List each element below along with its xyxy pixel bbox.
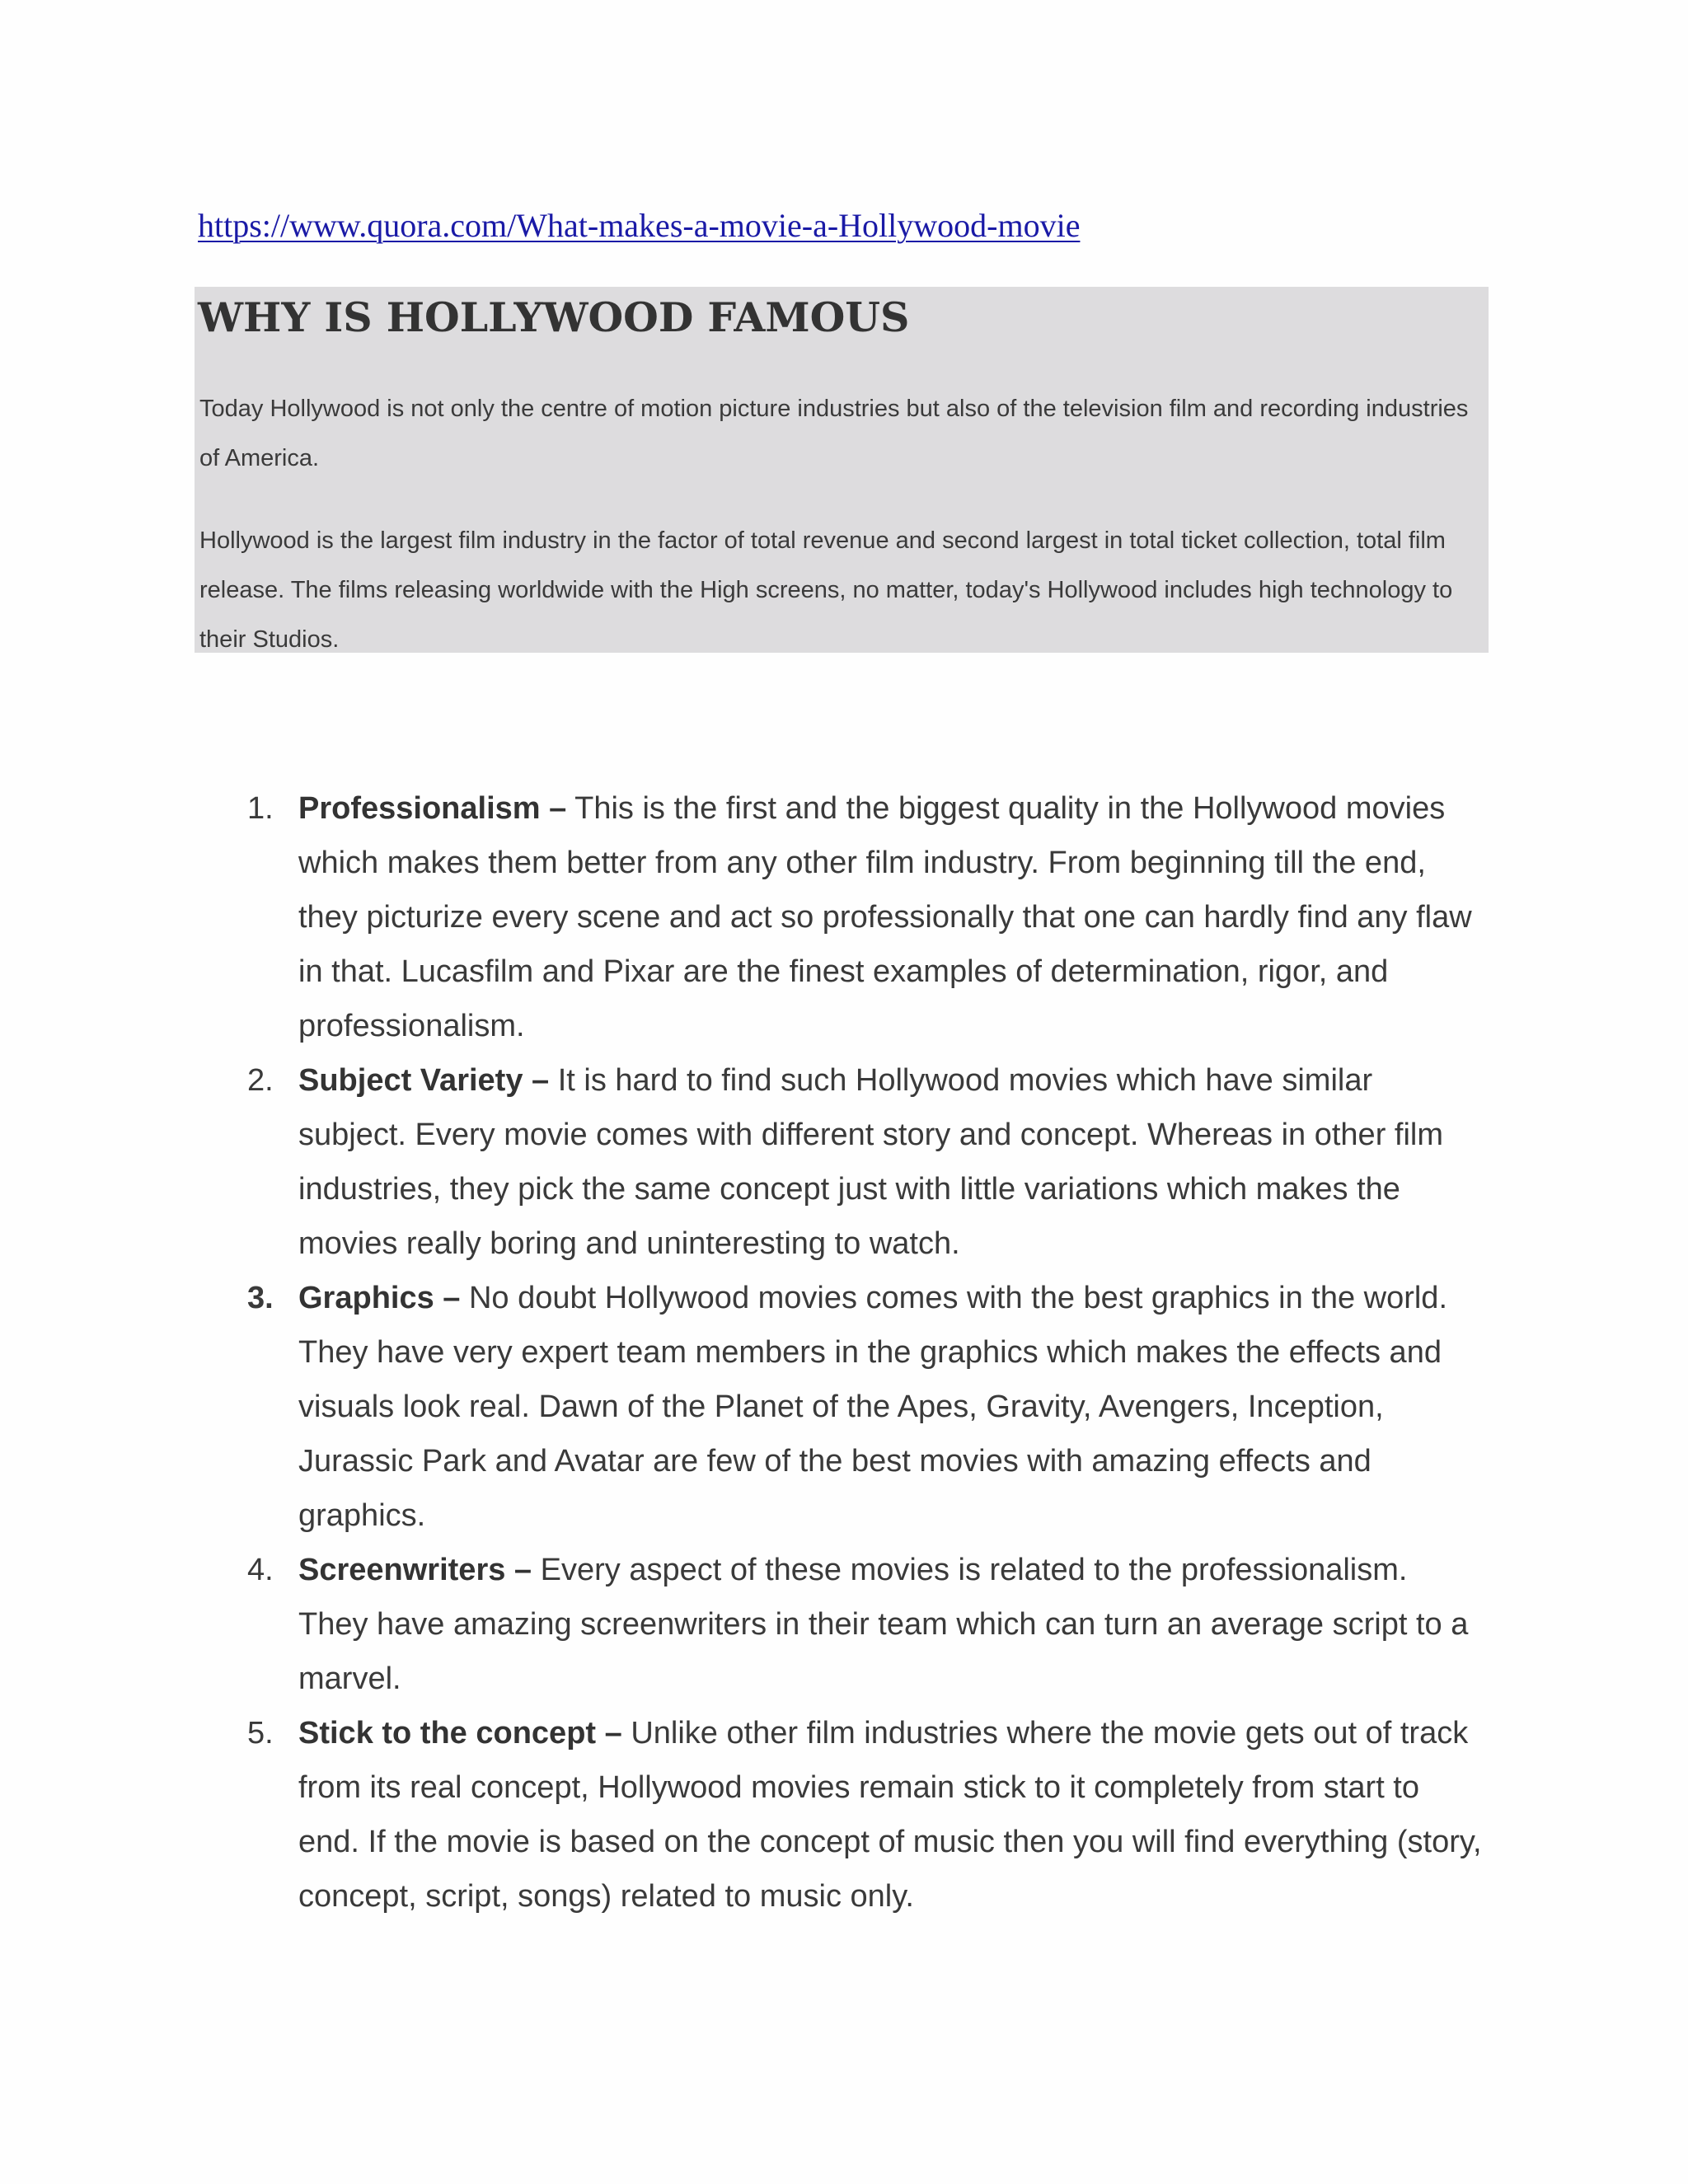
intro-banner [195,287,1489,653]
list-number: 5. [247,1716,274,1750]
list-item [247,1706,1484,1924]
list-number: 1. [247,791,274,826]
list-text: Every aspect of these movies is related to the professionalism. They have amazing screenwriters in their team which can turn an average script to a marvel. [298,1553,1469,1696]
list-number: 2. [247,1063,274,1098]
list-text: No doubt Hollywood movies comes with the best graphics in the world. They have very expert team members in the graphics which makes the effects and visuals look real. Dawn of the Planet of the Apes, Gravity, Avengers, Inception, Jurassic Park and Avatar are few of the best movies with amazing effects and graphics. [298,1281,1448,1533]
qualities-list [247,781,1484,1924]
list-number: 3. [247,1281,274,1315]
list-term: Graphics – [298,1281,461,1315]
list-term: Subject Variety – [298,1063,550,1098]
banner-title: WHY IS HOLLYWOOD FAMOUS [198,293,910,341]
list-item [247,1543,1484,1706]
list-item [247,1053,1484,1271]
list-term: Stick to the concept – [298,1716,622,1750]
banner-paragraph: Hollywood is the largest film industry in the factor of total revenue and second largest in total ticket collection, total film release. The films releasing worldwide with the High screens, no matter, today's Hollywood includes high technology to their Studios. [199,527,1453,653]
list-text: It is hard to find such Hollywood movies which have similar subject. Every movie comes with different story and concept. Whereas in other film industries, they pick the same concept just with little variations which makes the movies really boring and uninteresting to watch. [298,1063,1444,1261]
list-text: Unlike other film industries where the movie gets out of track from its real concept, Hollywood movies remain stick to it completely from start to end. If the movie is based on the concept of music then you will find everything (story, concept, script, songs) related to music only. [298,1716,1482,1914]
list-term: Screenwriters – [298,1553,532,1587]
source-link[interactable]: https://www.quora.com/What-makes-a-movie-a-Hollywood-movie [198,207,1081,244]
list-text: This is the first and the biggest quality in the Hollywood movies which makes them better from any other film industry. From beginning till the end, they picturize every scene and act so professionally that one can hardly find any flaw in that. Lucasfilm and Pixar are the finest examples of determination, rigor, and professionalism. [298,791,1472,1043]
list-term: Professionalism – [298,791,567,826]
list-number: 4. [247,1553,274,1587]
list-item [247,1271,1484,1543]
banner-paragraph: Today Hollywood is not only the centre of motion picture industries but also of the television film and recording industries of America. [199,396,1469,471]
list-item [247,781,1484,1053]
